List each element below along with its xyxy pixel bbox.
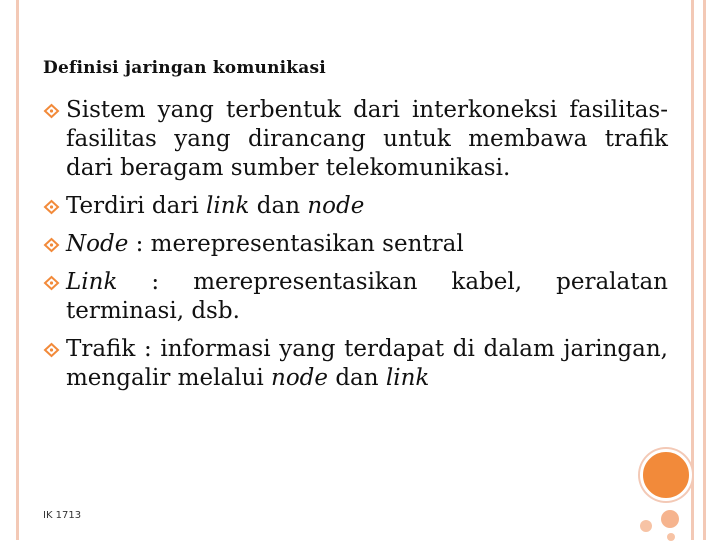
list-item <box>43 268 668 326</box>
slide-title: Definisi jaringan komunikasi <box>43 58 326 78</box>
bullet-text: Sistem yang terbentuk dari interkoneksi fasilitas-fasilitas yang dirancang untuk membawa trafik dari beragam sumber telekomunikasi. <box>66 97 668 181</box>
bullet-text: : merepresentasikan kabel, peralatan terminasi, dsb. <box>66 269 668 324</box>
list-item <box>43 96 668 183</box>
diamond-bullet-icon <box>43 103 60 119</box>
bullet-term: link <box>206 193 250 219</box>
diamond-bullet-icon <box>43 199 60 215</box>
bullet-text: Trafik : informasi yang terdapat di dalam jaringan, mengalir melalui <box>66 336 668 391</box>
bullet-term: Node <box>66 231 129 257</box>
slide-footer: IK 1713 <box>43 510 82 521</box>
list-item <box>43 230 668 259</box>
bullet-text: Terdiri dari <box>66 193 206 219</box>
bullet-list <box>43 96 668 402</box>
small-circle-decoration <box>640 520 652 532</box>
bullet-text: : merepresentasikan sentral <box>128 231 464 257</box>
right-frame-band <box>691 0 706 540</box>
bullet-text: dan <box>249 193 308 219</box>
diamond-bullet-icon <box>43 237 60 253</box>
bullet-term: node <box>307 193 365 219</box>
orange-circle-decoration <box>640 449 692 501</box>
bullet-term: link <box>385 365 430 391</box>
left-frame-line <box>16 0 19 540</box>
bullet-term: node <box>271 365 329 391</box>
diamond-bullet-icon <box>43 342 60 358</box>
bullet-text: dan <box>328 365 386 391</box>
list-item <box>43 335 668 393</box>
bullet-term: Link <box>66 269 118 295</box>
small-circle-decoration <box>661 510 679 528</box>
list-item <box>43 192 668 221</box>
diamond-bullet-icon <box>43 275 60 291</box>
